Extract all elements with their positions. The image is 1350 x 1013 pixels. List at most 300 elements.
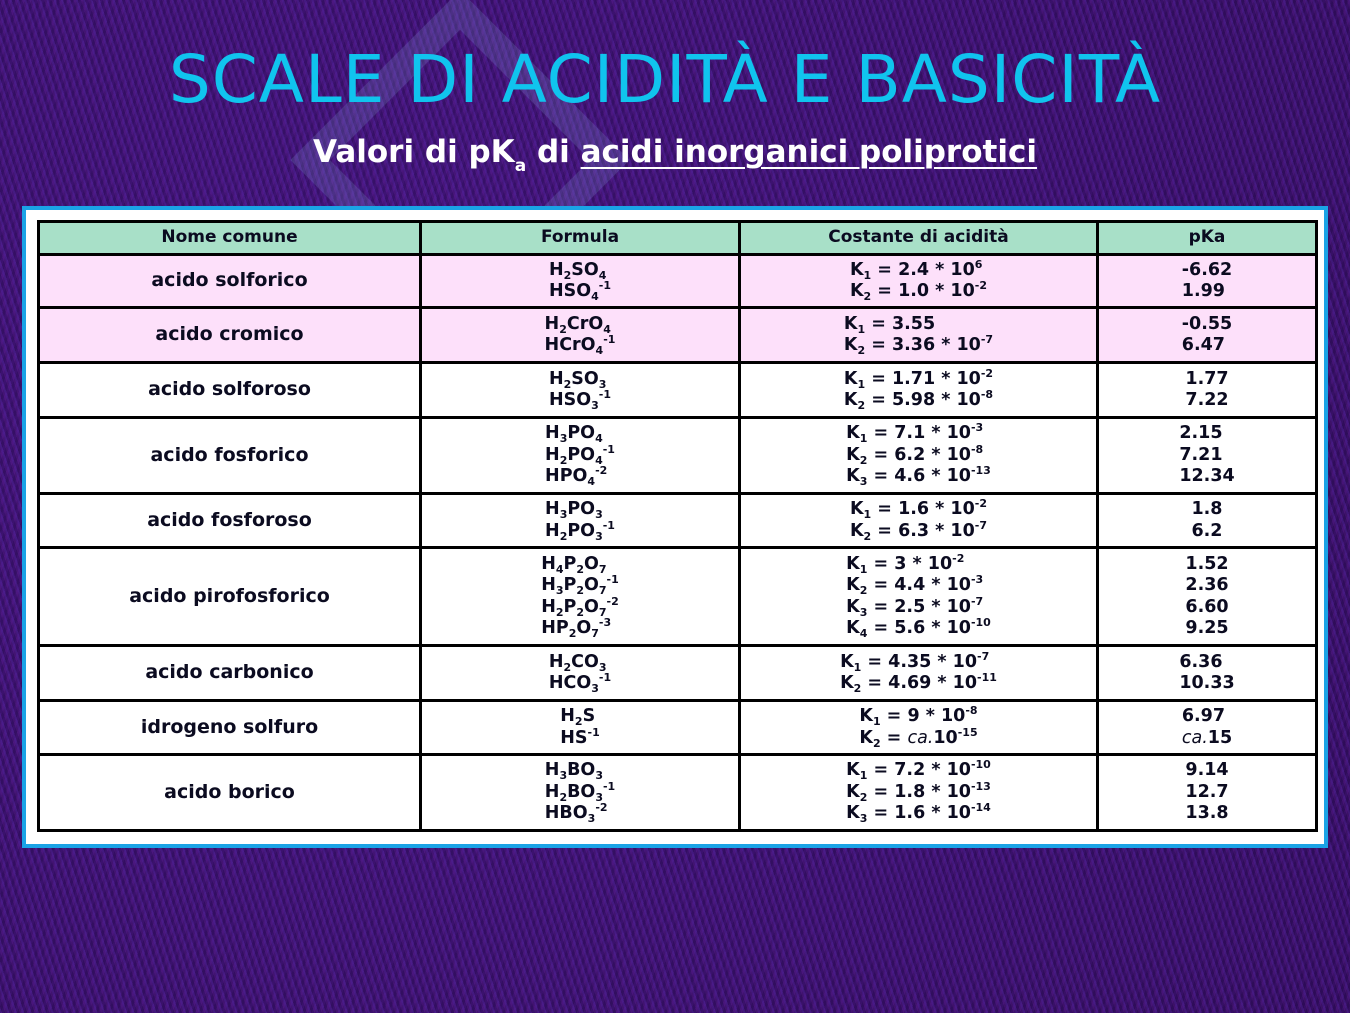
formula-line	[544, 779, 616, 804]
constant-lines	[843, 366, 994, 412]
table-header-row	[39, 222, 1317, 255]
equals-sign: =	[871, 499, 899, 519]
formula-subscript: 3	[595, 529, 603, 543]
k-symbol: K	[849, 520, 864, 541]
formula-subscript: 4	[603, 322, 611, 336]
constant-line	[844, 314, 993, 336]
formula-text: H	[548, 651, 564, 672]
formula-subscript: 2	[563, 660, 572, 674]
constant-line	[846, 779, 991, 804]
pka-value: 1.52	[1185, 553, 1229, 574]
formula-text: HPO	[545, 466, 588, 487]
k-index: 1	[863, 508, 872, 521]
formula-subscript: 3	[559, 508, 568, 521]
k-exponent: -2	[980, 366, 994, 380]
cell-nome-comune: acido carbonico	[39, 646, 421, 701]
k-index: 1	[859, 432, 868, 446]
formula-text: H	[544, 781, 560, 802]
cell-pka	[1098, 255, 1317, 308]
formula-text: HP	[541, 618, 569, 638]
pka-value: 7.22	[1185, 390, 1229, 410]
equals-sign: =	[867, 466, 895, 487]
formula-text: H	[541, 575, 556, 595]
k-mantissa: 6.3 * 10	[898, 520, 975, 541]
formula-text: HBO	[544, 803, 588, 824]
formula-text: P	[563, 596, 577, 617]
equals-sign: =	[867, 444, 895, 465]
cell-pka	[1098, 418, 1317, 494]
k-index: 3	[859, 605, 868, 619]
formula-subscript: 3	[591, 682, 599, 695]
formula-text: O	[584, 596, 599, 617]
formula-charge: -3	[598, 616, 612, 629]
pka-lines	[1182, 314, 1232, 357]
cell-costante	[740, 255, 1098, 308]
formula-charge: -1	[587, 725, 600, 739]
formula-subscript: 4	[587, 475, 596, 489]
k-symbol: K	[846, 596, 860, 617]
k-exponent: -7	[980, 333, 994, 346]
constant-line	[846, 618, 991, 640]
slide-title: SCALE DI ACIDITÀ E BASICITÀ	[168, 41, 1162, 118]
formula-text: P	[563, 553, 577, 574]
k-symbol: K	[843, 368, 858, 389]
k-symbol: K	[849, 281, 864, 301]
formula-subscript: 2	[568, 627, 577, 640]
formula-charge: -1	[598, 671, 612, 684]
formula-subscript: 3	[598, 377, 607, 391]
pka-value: 6.60	[1185, 596, 1229, 617]
formula-charge: -1	[602, 518, 615, 532]
pka-value: 6.97	[1181, 706, 1226, 726]
k-exponent: -14	[970, 801, 991, 815]
formula-text: HSO	[548, 390, 592, 410]
cell-nome-comune: acido solforico	[39, 255, 421, 308]
k-index: 1	[863, 268, 872, 282]
formula-text: PO	[567, 444, 596, 465]
cell-nome-comune: acido fosforico	[39, 418, 421, 494]
k-exponent: -8	[970, 442, 984, 456]
pka-lines	[1191, 499, 1222, 542]
pka-value: 9.25	[1185, 618, 1229, 638]
constant-line	[846, 551, 991, 576]
k-index: 1	[872, 715, 881, 728]
formula-charge: -2	[595, 801, 608, 815]
table-row	[39, 494, 1317, 548]
cell-nome-comune: idrogeno solfuro	[39, 701, 421, 755]
formula-line	[541, 554, 619, 576]
formula-line	[560, 725, 600, 750]
equals-sign: =	[880, 706, 908, 726]
constant-line	[850, 499, 987, 521]
formula-line	[549, 369, 611, 391]
formula-line	[549, 673, 611, 695]
pka-lines	[1185, 369, 1228, 412]
k-exponent: -7	[974, 518, 987, 532]
formula-text: H	[545, 444, 560, 465]
pka-lines	[1179, 652, 1234, 695]
k-index: 1	[853, 660, 862, 674]
constant-lines	[859, 706, 977, 749]
equals-sign: =	[867, 575, 895, 595]
pka-value: 13.8	[1185, 803, 1229, 824]
formula-subscript: 4	[598, 268, 607, 282]
formula-subscript: 2	[559, 453, 568, 467]
pka-value: -0.55	[1181, 313, 1233, 334]
pka-value: 1.99	[1181, 281, 1225, 301]
constant-lines	[844, 314, 993, 357]
cell-formula	[421, 494, 740, 548]
cell-pka	[1098, 548, 1317, 646]
k-mantissa: 4.6 * 10	[894, 466, 971, 487]
k-mantissa: 1.6 * 10	[898, 499, 975, 519]
formula-lines	[545, 314, 616, 357]
formula-line	[541, 594, 619, 619]
k-mantissa: 2.5 * 10	[894, 596, 971, 617]
constant-line	[849, 518, 987, 543]
cell-costante	[740, 755, 1098, 831]
constant-line	[846, 423, 991, 445]
formula-text: HCrO	[544, 335, 596, 355]
table-frame	[22, 206, 1328, 848]
formula-text: H	[544, 313, 560, 334]
formula-subscript: 7	[598, 605, 607, 619]
cell-formula	[421, 363, 740, 418]
formula-text: SO	[571, 368, 599, 389]
formula-subscript: 3	[555, 584, 564, 597]
equals-sign: =	[867, 423, 895, 444]
constant-line	[850, 281, 987, 303]
formula-line	[549, 390, 611, 412]
formula-subscript: 3	[591, 399, 599, 412]
k-exponent: -2	[952, 551, 965, 565]
formula-text: H	[541, 553, 556, 574]
constant-line	[846, 760, 991, 782]
k-index: 3	[859, 812, 868, 826]
formula-text: P	[563, 575, 577, 595]
formula-line	[545, 314, 616, 336]
k-symbol: K	[840, 673, 854, 693]
formula-line	[549, 260, 611, 282]
cell-costante	[740, 418, 1098, 494]
formula-text: BO	[567, 781, 596, 802]
equals-sign: =	[867, 553, 895, 574]
k-index: 2	[863, 529, 872, 543]
formula-subscript: 3	[559, 769, 568, 783]
constant-line	[846, 466, 991, 488]
constant-line	[846, 594, 991, 619]
equals-sign: =	[871, 281, 899, 301]
k-index: 2	[857, 344, 866, 357]
pka-value: 1.77	[1185, 368, 1229, 389]
pka-value: 7.21	[1179, 444, 1223, 465]
equals-sign: =	[871, 259, 899, 280]
formula-text: H	[545, 520, 560, 541]
pka-lines	[1182, 260, 1232, 303]
pka-value: 12.34	[1179, 466, 1235, 487]
subtitle-subscript: a	[514, 156, 527, 176]
formula-charge: -1	[602, 442, 615, 456]
formula-subscript: 3	[595, 790, 603, 804]
table-row	[39, 255, 1317, 308]
formula-text: O	[584, 553, 599, 574]
formula-text: H	[545, 499, 560, 519]
pka-value: 6.2	[1191, 520, 1223, 541]
formula-subscript: 2	[574, 715, 583, 728]
formula-line	[560, 706, 599, 728]
constant-line	[840, 673, 997, 695]
k-exponent: -15	[957, 725, 978, 739]
k-symbol: K	[846, 575, 860, 595]
cell-formula	[421, 646, 740, 701]
formula-subscript: 7	[598, 562, 607, 576]
table-row	[39, 308, 1317, 363]
table-row	[39, 646, 1317, 701]
k-mantissa: 9 * 10	[907, 706, 966, 726]
k-exponent: -13	[970, 779, 991, 793]
formula-subscript: 3	[598, 660, 607, 674]
k-mantissa: 7.1 * 10	[894, 423, 971, 444]
cell-formula	[421, 548, 740, 646]
formula-line	[545, 518, 615, 543]
k-index: 1	[859, 562, 868, 576]
k-symbol: K	[846, 760, 860, 781]
formula-line	[545, 335, 616, 357]
equals-sign: =	[867, 803, 895, 824]
cell-pka	[1098, 755, 1317, 831]
k-index: 2	[859, 584, 868, 597]
formula-charge: -1	[606, 573, 619, 586]
cell-formula	[421, 701, 740, 755]
pka-value: -6.62	[1181, 259, 1233, 280]
pka-value: 2.36	[1185, 575, 1229, 595]
subtitle-underlined: acidi inorganici poliprotici	[580, 134, 1037, 170]
constant-lines	[840, 649, 997, 695]
pka-lines	[1182, 706, 1232, 749]
equals-sign: =	[871, 520, 899, 541]
formula-text: CrO	[566, 313, 604, 334]
formula-lines	[549, 369, 611, 412]
cell-nome-comune: acido pirofosforico	[39, 548, 421, 646]
constant-line	[846, 442, 991, 467]
k-exponent: -2	[974, 279, 987, 292]
k-symbol: K	[840, 651, 854, 672]
pka-lines	[1185, 760, 1228, 825]
k-exponent: -10	[970, 616, 991, 629]
subtitle-middle: di	[526, 134, 581, 170]
formula-subscript: 2	[576, 584, 584, 597]
k-mantissa: 4.4 * 10	[894, 575, 971, 595]
k-index: 2	[872, 736, 881, 750]
cell-pka	[1098, 701, 1317, 755]
constant-line	[846, 803, 991, 825]
pka-value: 1.8	[1191, 499, 1223, 519]
table-row	[39, 418, 1317, 494]
formula-charge: -1	[603, 333, 616, 346]
table-row	[39, 363, 1317, 418]
formula-text: HS	[560, 727, 588, 748]
k-symbol: K	[843, 335, 858, 355]
k-mantissa: 2.4 * 10	[898, 259, 975, 280]
equals-sign: =	[880, 727, 908, 748]
k-exponent: -13	[970, 464, 991, 478]
k-symbol: K	[859, 727, 873, 748]
formula-charge: -1	[602, 779, 616, 793]
k-index: 2	[863, 290, 872, 303]
k-mantissa: 5.6 * 10	[894, 618, 971, 638]
k-symbol: K	[846, 553, 860, 574]
formula-subscript: 7	[598, 584, 607, 597]
k-exponent: -3	[970, 421, 984, 435]
formula-text: H	[541, 596, 556, 617]
formula-subscript: 4	[591, 290, 599, 303]
formula-subscript: 2	[555, 605, 564, 619]
formula-text: HSO	[548, 281, 592, 301]
formula-text: BO	[567, 760, 596, 781]
k-index: 2	[859, 790, 868, 804]
k-mantissa: 3 * 10	[894, 553, 953, 574]
formula-text: H	[560, 706, 575, 726]
equals-sign: =	[867, 781, 895, 802]
k-exponent: -8	[980, 388, 994, 401]
formula-subscript: 2	[576, 605, 584, 619]
formula-subscript: 3	[595, 508, 603, 521]
k-mantissa: 7.2 * 10	[894, 760, 971, 781]
pka-value: 9.14	[1185, 760, 1229, 781]
k-mantissa: 1.8 * 10	[894, 781, 971, 802]
formula-subscript: 3	[587, 812, 596, 826]
formula-subscript: 7	[591, 627, 599, 640]
k-mantissa: 6.2 * 10	[894, 444, 971, 465]
cell-costante	[740, 701, 1098, 755]
formula-lines	[560, 706, 599, 749]
formula-line	[541, 575, 619, 597]
subtitle-prefix: Valori di pK	[313, 134, 515, 170]
cell-nome-comune: acido cromico	[39, 308, 421, 363]
formula-line	[549, 652, 611, 674]
k-exponent: -11	[977, 671, 997, 684]
constant-line	[849, 257, 987, 282]
k-index: 2	[853, 682, 862, 695]
formula-line	[545, 466, 615, 488]
formula-line	[545, 499, 615, 521]
k-index: 1	[857, 377, 866, 391]
constant-lines	[846, 551, 991, 640]
pka-lines	[1185, 554, 1228, 640]
equals-sign: =	[867, 618, 895, 638]
formula-charge: -2	[595, 464, 608, 478]
formula-line	[545, 442, 615, 467]
header-costante: Costante di acidità	[740, 222, 1098, 255]
header-pka: pKa	[1098, 222, 1317, 255]
formula-subscript: 2	[559, 790, 568, 804]
formula-subscript: 4	[595, 453, 603, 467]
formula-charge: -2	[606, 594, 619, 608]
formula-subscript: 4	[595, 344, 604, 357]
equals-sign: =	[861, 651, 889, 672]
formula-subscript: 2	[563, 377, 572, 391]
cell-formula	[421, 418, 740, 494]
k-exponent: -2	[974, 497, 987, 510]
k-index: 1	[857, 322, 866, 336]
k-symbol: K	[843, 313, 858, 334]
k-symbol: K	[846, 444, 860, 465]
formula-lines	[545, 760, 615, 825]
formula-text: CO	[571, 651, 599, 672]
cell-formula	[421, 755, 740, 831]
formula-text: O	[576, 618, 592, 638]
k-index: 1	[859, 769, 868, 783]
pka-value: 12.7	[1185, 781, 1229, 802]
cell-pka	[1098, 494, 1317, 548]
header-formula: Formula	[421, 222, 740, 255]
cell-nome-comune: acido solforoso	[39, 363, 421, 418]
k-symbol: K	[846, 618, 860, 638]
k-symbol: K	[846, 781, 860, 802]
pka-value: 2.15	[1179, 423, 1223, 444]
formula-text: PO	[567, 423, 596, 444]
pka-value: ca.15	[1181, 727, 1233, 748]
formula-line	[549, 281, 611, 303]
table-row	[39, 701, 1317, 755]
formula-subscript: 4	[555, 562, 564, 576]
k-mantissa: 1.0 * 10	[898, 281, 975, 301]
cell-formula	[421, 308, 740, 363]
cell-costante	[740, 548, 1098, 646]
constant-lines	[846, 760, 991, 825]
formula-subscript: 2	[576, 562, 584, 576]
pka-value: 6.47	[1181, 335, 1225, 355]
constant-lines	[846, 423, 991, 488]
formula-subscript: 4	[595, 432, 603, 446]
slide-subtitle	[0, 130, 1350, 174]
formula-subscript: 3	[595, 769, 603, 783]
table-row	[39, 755, 1317, 831]
formula-lines	[545, 423, 615, 488]
constant-line	[859, 706, 977, 728]
k-index: 2	[857, 399, 866, 412]
constant-line	[846, 575, 991, 597]
formula-subscript: 2	[559, 322, 567, 336]
k-index: 2	[859, 453, 868, 467]
k-symbol: K	[846, 466, 860, 487]
k-symbol: K	[849, 499, 864, 519]
cell-formula	[421, 255, 740, 308]
k-index: 4	[859, 627, 868, 640]
cell-pka	[1098, 646, 1317, 701]
k-exponent: -10	[970, 758, 991, 772]
cell-pka	[1098, 308, 1317, 363]
formula-text: S	[582, 706, 596, 726]
k-mantissa: 5.98 * 10	[891, 390, 981, 410]
cell-costante	[740, 646, 1098, 701]
formula-text: H	[545, 423, 560, 444]
k-symbol: K	[843, 390, 858, 410]
pka-lines	[1179, 423, 1234, 488]
formula-charge: -1	[598, 279, 612, 292]
cell-nome-comune: acido borico	[39, 755, 421, 831]
k-symbol: K	[859, 706, 873, 726]
constant-lines	[850, 499, 987, 542]
equals-sign: =	[867, 760, 895, 781]
formula-lines	[545, 499, 615, 542]
cell-costante	[740, 494, 1098, 548]
k-mantissa: 1.6 * 10	[894, 803, 971, 824]
constant-line	[844, 335, 993, 357]
constant-lines	[849, 257, 987, 303]
formula-text: H	[548, 368, 564, 389]
constant-line	[859, 725, 978, 750]
